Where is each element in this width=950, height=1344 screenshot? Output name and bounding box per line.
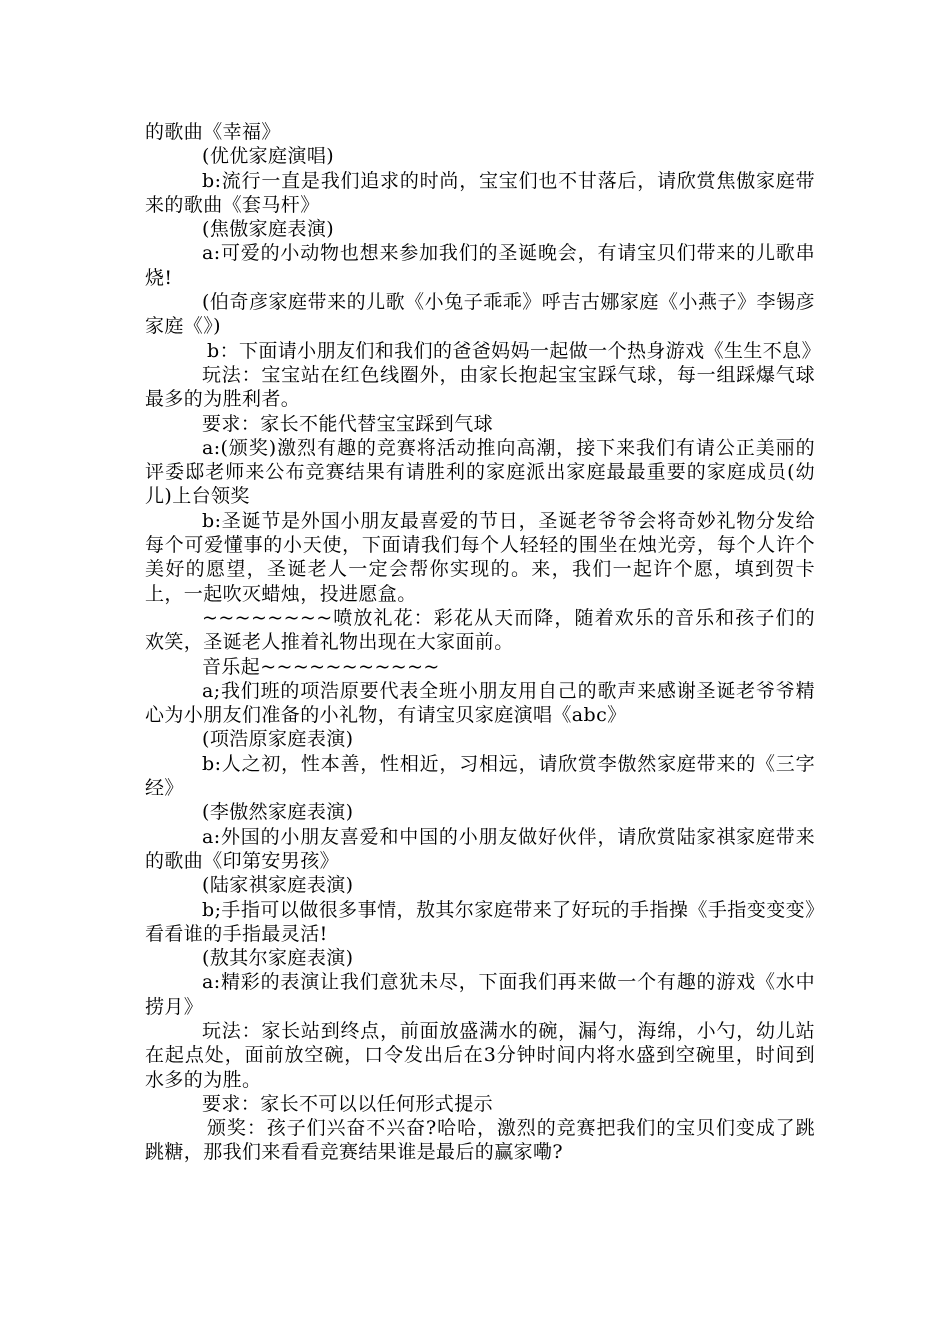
paragraph: (伯奇彦家庭带来的儿歌《小兔子乖乖》呼吉古娜家庭《小燕子》李锡彦家庭《》) (145, 291, 815, 338)
paragraph: a:可爱的小动物也想来参加我们的圣诞晚会，有请宝贝们带来的儿歌串烧! (145, 242, 815, 289)
paragraph: (焦傲家庭表演) (202, 218, 335, 241)
paragraph: b;手指可以做很多事情，敖其尔家庭带来了好玩的手指操《手指变变变》看看谁的手指最灵活! (145, 898, 815, 945)
paragraph: 要求：家长不可以以任何形式提示 (202, 1092, 494, 1115)
paragraph: 音乐起~~~~~~~~~~~ (202, 655, 440, 678)
paragraph: 玩法：家长站到终点，前面放盛满水的碗，漏勺，海绵，小勺，幼儿站在起点处，面前放空碗，口令发出后在3分钟时间内将水盛到空碗里，时间到水多的为胜。 (145, 1019, 815, 1091)
document-body (145, 120, 821, 1165)
paragraph: a;我们班的项浩原要代表全班小朋友用自己的歌声来感谢圣诞老爷爷精心为小朋友们准备的小礼物，有请宝贝家庭演唱《abc》 (145, 679, 815, 727)
paragraph: 颁奖：孩子们兴奋不兴奋?哈哈，激烈的竞赛把我们的宝贝们变成了跳跳糖，那我们来看看竞赛结果谁是最后的赢家嘞? (145, 1117, 815, 1164)
paragraph: (李傲然家庭表演) (202, 801, 354, 824)
paragraph: b:人之初，性本善，性相近，习相远，请欣赏李傲然家庭带来的《三字经》 (145, 752, 815, 800)
paragraph: b:流行一直是我们追求的时尚，宝宝们也不甘落后，请欣赏焦傲家庭带来的歌曲《套马杆》 (145, 169, 815, 216)
paragraph: b：下面请小朋友们和我们的爸爸妈妈一起做一个热身游戏《生生不息》 (207, 339, 821, 362)
paragraph: ~~~~~~~~喷放礼花：彩花从天而降，随着欢乐的音乐和孩子们的欢笑，圣诞老人推着礼物出现在大家面前。 (145, 606, 815, 654)
paragraph: 要求：家长不能代替宝宝踩到气球 (202, 412, 494, 435)
paragraph: a:精彩的表演让我们意犹未尽，下面我们再来做一个有趣的游戏《水中捞月》 (145, 971, 815, 1018)
paragraph: (优优家庭演唱) (202, 145, 335, 168)
paragraph: 玩法：宝宝站在红色线圈外，由家长抱起宝宝踩气球，每一组踩爆气球最多的为胜利者。 (145, 363, 815, 411)
paragraph: 的歌曲《幸福》 (145, 121, 281, 143)
paragraph: a:外国的小朋友喜爱和中国的小朋友做好伙伴，请欣赏陆家祺家庭带来的歌曲《印第安男孩》 (145, 825, 815, 872)
paragraph: a:(颁奖)激烈有趣的竞赛将活动推向高潮，接下来我们有请公正美丽的评委邸老师来公布竞赛结果有请胜利的家庭派出家庭最最重要的家庭成员(幼儿)上台领奖 (145, 436, 815, 508)
paragraph: (项浩原家庭表演) (202, 728, 354, 751)
paragraph: b:圣诞节是外国小朋友最喜爱的节日，圣诞老爷爷会将奇妙礼物分发给每个可爱懂事的小天使，下面请我们每个人轻轻的围坐在烛光旁，每个人许个美好的愿望，圣诞老人一定会帮你实现的。来，我们一起许个愿，填到贺卡上，一起吹灭蜡烛，投进愿盒。 (145, 509, 815, 605)
paragraph: (敖其尔家庭表演) (202, 947, 354, 970)
paragraph: (陆家祺家庭表演) (202, 874, 354, 897)
